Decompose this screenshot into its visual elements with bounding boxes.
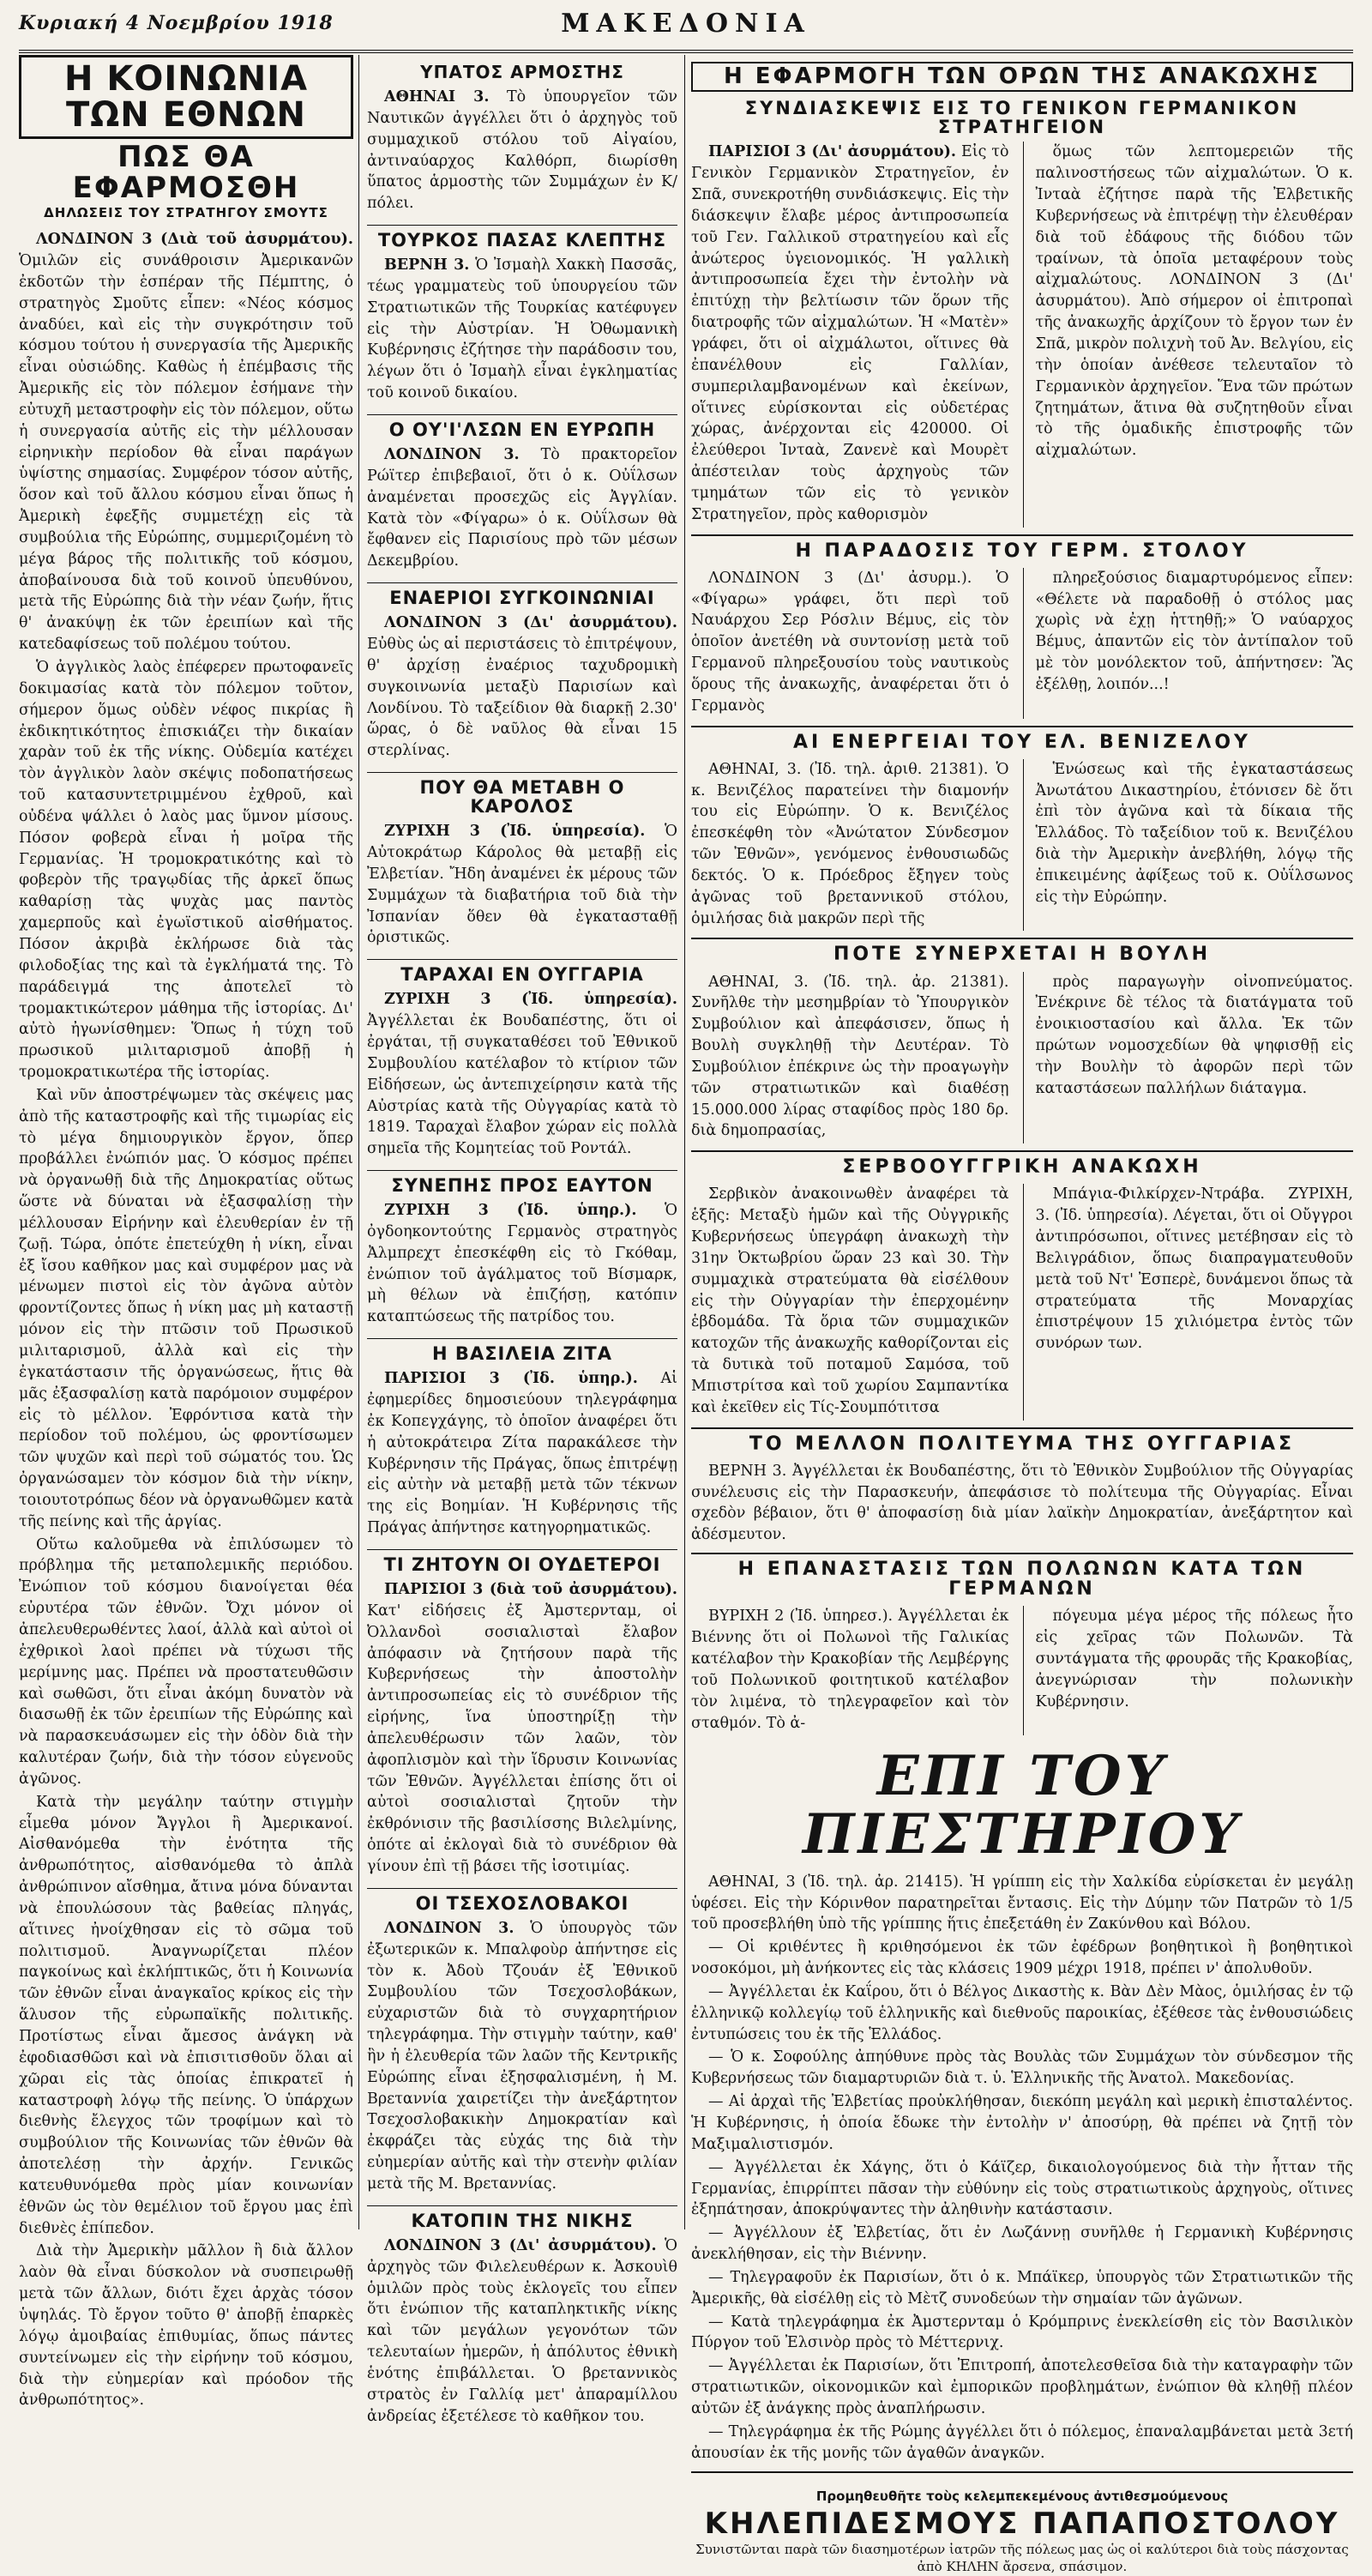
column-armistice <box>691 55 1353 2575</box>
ad-title: ΚΗΛΕΠΙΔΕΣΜΟΥΣ ΠΑΠΑΠΟΣΤΟΛΟΥ <box>704 2506 1340 2541</box>
article-title: Η ΒΑΣΙΛΕΙΑ ΖΙΤΑ <box>367 1338 677 1363</box>
article-text: ΛΟΝΔΙΝΟΝ 3 (Δι' ἀσυρμάτου). Ὁ ἀρχηγὸς τῶν Φιλελευθέρων κ. Ἀσκουὶθ ὁμιλῶν πρὸς τοὺς ἐκλογεῖς του εἶπεν ὅτι ἐνώπιον τῆς καταπληκτικῆς νίκης καὶ τῶν μεγάλων γεγονότων τῶν τελευταίων ἡμερῶν, ἡ ἀπόλυτος ἐθνικὴ ἑνότης ἐπιβάλλεται. Ὁ βρεταννικὸς στρατὸς ἐν Γαλλίᾳ μετ' ἀπαραμίλλου ἀνδρείας ἐξετέλεσε τὸ καθῆκον του. <box>367 2236 677 2425</box>
article <box>367 1549 677 1878</box>
article <box>367 582 677 762</box>
article-text: ΖΥΡΙΧΗ 3 (Ἰδ. ὑπηρεσία). Ὁ Αὐτοκράτωρ Κάρολος θὰ μεταβῇ εἰς Ἐλβετίαν. Ἤδη ἀναμένει ἐκ μέρους τῶν Συμμάχων τὰ διαβατήρια τοῦ διὰ τὴν Ἰσπανίαν ὅθεν θὰ ἐγκατασταθῇ ὁριστικῶς. <box>367 823 677 947</box>
serbo-hungarian-body <box>691 1184 1353 1420</box>
article <box>367 1338 677 1539</box>
dateline: ΠΑΡΙΣΙΟΙ 3 (διὰ τοῦ ἀσυρμάτου). <box>384 1580 677 1598</box>
article <box>367 63 677 214</box>
article-text: ΒΥΡΙΧΗ 2 (Ἰδ. ὑπηρεσ.). Ἀγγέλλεται ἐκ Βιέννης ὅτι οἱ Πολωνοὶ τῆς Γαλικίας κατέλαβον τὴν Κρακοβίαν τῆς Λεμβέργης τοῦ Πολωνικοῦ φοιτητικοῦ κατέλαβον τὸν λιμένα, τὸ τηλεγραφεῖον καὶ τὸν σταθμόν. Τὸ ἀ- <box>691 1608 1009 1732</box>
headline-how-applied: ΠΩΣ ΘΑ ΕΦΑΡΜΟΣΘΗ <box>72 140 300 205</box>
dateline: ΖΥΡΙΧΗ 3 (Ἰδ. ὑπηρεσία). <box>384 991 677 1009</box>
ad-tagline: Προμηθευθῆτε τοὺς κελεμπεκεμένους ἀντιθεσμούμενους <box>815 2488 1229 2504</box>
fleet-body <box>691 568 1353 719</box>
dateline: ΠΑΡΙΣΙΟΙ 3 (Ἰδ. ὑπηρ.). <box>384 1370 638 1388</box>
article-text: ΠΑΡΙΣΙΟΙ 3 (Ἰδ. ὑπηρ.). Αἱ ἐφημερίδες δημοσιεύουν τηλεγράφημα ἐκ Κοπεγχάγης, τὸ ὁποῖον ἀναφέρει ὅτι ἡ αὐτοκράτειρα Ζίτα παρακάλεσε τὴν Κυβέρνησιν τῆς Πράγας, ὅπως ἐπιτρέψῃ εἰς αὐτὴν νὰ μεταβῇ μετὰ τῶν τέκνων της εἰς Βοημίαν. Ἡ Κυβέρνησις τῆς Πράγας ἀπήντησε κατηγορηματικῶς. <box>367 1370 677 1537</box>
article <box>367 772 677 949</box>
issue-date: Κυριακή 4 Νοεμβρίου 1918 <box>19 12 334 34</box>
article-text: ΠΑΡΙΣΙΟΙ 3 (Δι' ἀσυρμάτου). Εἰς τὸ Γενικὸν Γερμανικὸν Στρατηγεῖον, ἐν Σπᾶ, συνεκροτήθη συνδιάσκεψις. Εἰς τὴν διάσκεψιν ἔλαβε μέρος ἀντιπροσωπεία τοῦ Γεν. Γαλλικοῦ στρατηγείου καὶ εἷς ἀνώτερος ὑγειονομικός. Ἡ γαλλικὴ ἀντιπροσωπεία ἔχει τὴν ἐντολὴν νὰ ἐπιτύχῃ τὴν βελτίωσιν τῶν ὅρων τῆς διατροφῆς τῶν αἰχμαλώτων. Ἡ «Ματὲν» γράφει, ὅτι οἱ αἰχμάλωτοι, οἵτινες θὰ ἐπανέλθουν εἰς Γαλλίαν, συμπεριλαμβανομένων καὶ ἐκείνων, οἵτινες εὑρίσκονται εἰς οὐδετέρας χώρας, ἀνέρχονται εἰς 420000. Οἱ ἐλεύθεροι Ἰνταὰ, Ζανενὲ καὶ Μουρὲτ ἀπέστειλαν τοὺς ἀρχηγοὺς τῶν τμημάτων τῶν εἰς τὸ γενικὸν Στρατηγεῖον, πρὸς καθορισμὸν <box>691 143 1009 523</box>
news-item: — Ἀγγέλλεται ἐκ Καΐρου, ὅτι ὁ Βέλγος Δικαστὴς κ. Βὰν Δὲν Μὰος, ὁμιλήσας ἐν τῷ ἐλληνικῷ κολλεγίῳ τοῦ ἑλληνικῆς καὶ διεθνοῦς παροικίας, ἐξέθεσε τὰς ἐνθουσιώδεις ἐντυπώσεις του ἐκ τῆς Ἑλλάδος. <box>691 1982 1353 2043</box>
newspaper-title: ΜΑΚΕΔΟΝΙΑ <box>561 9 811 39</box>
article-text: ΑΘΗΝΑΙ, 3. (Ἰδ. τηλ. ἀρ. 21381). Συνῆλθε τὴν μεσημβρίαν τὸ Ὑπουργικὸν Συμβούλιον καὶ ἀπεφάσισεν, ὅπως ἡ Βουλὴ συγκληθῇ τὴν Δευτέραν. Τὸ Συμβούλιον ἐπέκρινε ὡς τὴν προαγωγὴν τῶν στρατιωτικῶν καὶ διαθέσῃ 15.000.000 λίρας σταφίδος πρὸς 180 δρ. διὰ δημοπρασίας, <box>691 973 1009 1140</box>
article-text: ΛΟΝΔΙΝΟΝ 3. Τὸ πρακτορεῖον Ρώϊτερ ἐπιβεβαιοῖ, ὅτι ὁ κ. Οὐΐλσων ἀναμένεται προσεχῶς εἰς Ἀγγλίαν. Κατὰ τὸν «Φίγαρω» ὁ κ. Οὐΐλσων θὰ ἔφθανεν εἰς Παρισίους πρὸ τῶν μέσων Δεκεμβρίου. <box>367 446 677 570</box>
article-title: ΠΟΥ ΘΑ ΜΕΤΑΒΗ Ο ΚΑΡΟΛΟΣ <box>367 772 677 816</box>
dateline: ΛΟΝΔΙΝΟΝ 3. <box>384 446 520 464</box>
hungary-headline: ΤΟ ΜΕΛΛΟΝ ΠΟΛΙΤΕΥΜΑ ΤΗΣ ΟΥΓΓΑΡΙΑΣ <box>691 1427 1353 1454</box>
article-text: ΒΕΡΝΗ 3. Ὁ Ἰσμαὴλ Χακκὴ Πασσᾶς, τέως γραμματεὺς τοῦ ὑπουργείου τῶν Στρατιωτικῶν τῆς Τουρκίας κατέφυγεν εἰς τὴν Αὐστρίαν. Ἡ Ὀθωμανικὴ Κυβέρνησις ἐζήτησε τὴν παράδοσιν του, λέγων ὅτι ὁ Ἰσμαὴλ εἶναι ἐγκληματίας τοῦ κοινοῦ δικαίου. <box>367 256 677 402</box>
article-title: ΣΥΝΕΠΗΣ ΠΡΟΣ ΕΑΥΤΟΝ <box>367 1170 677 1195</box>
column-rule <box>684 55 685 2229</box>
article-title: ΤΑΡΑΧΑΙ ΕΝ ΟΥΓΓΑΡΙΑ <box>367 959 677 984</box>
dateline: ΛΟΝΔΙΝΟΝ 3 (Δι' ἀσυρμάτου). <box>384 614 677 632</box>
advertisement <box>691 2471 1353 2576</box>
news-item: — Αἱ ἀρχαὶ τῆς Ἐλβετίας προὐκλήθησαν, διεκόπη μεγάλη καὶ μερικὴ ἐπισταλέντος. Ἡ Κυβέρνησις, ἡ ὁποία ἔδωκε τὴν ἐντολὴν ν' ἀποσύρῃ, θὰ πρέπει νὰ ζητῇ τὸν Μαξιμαλιστισμόν. <box>691 2093 1353 2153</box>
news-item: — Ἀγγέλλουν ἐξ Ἐλβετίας, ὅτι ἐν Λωζάννῃ συνῆλθε ἡ Γερμανικὴ Κυβέρνησις ἀνεκλήθησαν, εἰς τὴν Βιέννην. <box>691 2224 1353 2264</box>
news-item: — Τηλεγραφοῦν ἐκ Παρισίων, ὅτι ὁ κ. Μπάϊκερ, ὑπουργὸς τῶν Στρατιωτικῶν τῆς Ἀμερικῆς, θὰ εἰσέλθῃ εἰς τὸ Μὲτζ συνοδεύων τὴν σημαίαν τῶν ἀγῶνων. <box>691 2268 1353 2308</box>
dateline: ΛΟΝΔΙΝΟΝ 3 (Δι' ἀσυρμάτου). <box>384 2236 657 2254</box>
article <box>367 1170 677 1328</box>
poles-body <box>691 1606 1353 1735</box>
subhead-smuts: ΔΗΛΩΣΕΙΣ ΤΟΥ ΣΤΡΑΤΗΓΟΥ ΣΜΟΥΤΣ <box>44 205 328 221</box>
article <box>367 225 677 404</box>
article <box>367 1888 677 2195</box>
press-headline: ΕΠΙ ΤΟΥ ΠΙΕΣΤΗΡΙΟΥ <box>802 1744 1243 1867</box>
article-text: Μπάγια-Φιλκίρχεν-Ντράβα. ΖΥΡΙΧΗ, 3. (Ἰδ. ὑπηρεσία). Λέγεται, ὅτι οἱ Οὔγγροι ἀντιπρόσωποι, οἵτινες μετέβησαν εἰς τὸ Βελιγράδιον, ὅπως διαπραγματευθοῦν μετὰ τοῦ Ντ' Ἐσπερὲ, δυνάμενοι ὅπως τὰ στρατεύματα τῆς Μοναρχίας ἐπιστρέψουν 15 χιλιόμετρα ἐντὸς τῶν συνόρων των. <box>1035 1185 1353 1353</box>
article-text: ΠΑΡΙΣΙΟΙ 3 (διὰ τοῦ ἀσυρμάτου). Κατ' εἰδήσεις ἐξ Ἀμστερνταμ, οἱ Ὀλλανδοὶ σοσιαλισταὶ ἔλαβον ἀπόφασιν νὰ ζητήσουν παρὰ τῆς Κυβερνήσεως τὴν ἀποστολὴν ἀντιπροσωπείας εἰς τὸ συνέδριον τῆς εἰρήνης, ἵνα ὑποστηρίξῃ τὴν ἀπελευθέρωσιν τῶν λαῶν, τὸν ἀφοπλισμὸν καὶ τὴν ἵδρυσιν Κοινωνίας τῶν Ἐθνῶν. Ἀγγέλλεται ἐπίσης ὅτι οἱ αὐτοὶ σοσιαλισταὶ ζητοῦν τὴν ἐκθρόνισιν τῆς βασιλίσσης Βιλελμίνης, ὁπότε αἱ ἐκλογαὶ διὰ τὸ συνέδριον θὰ γίνουν ἐπὶ τῇ βάσει τῆς ἰσοτιμίας. <box>367 1580 677 1875</box>
article-text: πρὸς παραγωγὴν οἰνοπνεύματος. Ἐνέκρινε δὲ τέλος τὰ διατάγματα τοῦ ἐνοικιοστασίου καὶ ἄλλα. Ἐκ τῶν πρώτων νομοσχεδίων θὰ ψηφισθῇ εἰς τὴν Βουλὴν τὸ ἀφορῶν περὶ τῶν καταστάσεων παλλήλων διάταγμα. <box>1035 973 1353 1097</box>
article-text: Σερβικὸν ἀνακοινωθὲν ἀναφέρει τὰ ἑξῆς: Μεταξὺ ἡμῶν καὶ τῆς Οὐγγρικῆς Κυβερνήσεως ὑπεγράφη ἀνακωχὴ τὴν 31ην Ὀκτωβρίου ὥραν 23 καὶ 30. Τὴν συμμαχικὰ στρατεύματα θὰ εἰσέλθουν εἰς τὴν Οὐγγαρίαν τὴν ἐπερχομένην ἑβδομάδα. Τὰ ὅρια τῶν συμμαχικῶν κατοχῶν τῆς ἀνακωχῆς καθορίζονται εἰς τὰ δυτικὰ τοῦ ποταμοῦ Σαμόσα, τοῦ Μπιστρίτσα καὶ τοῦ χωρίου Σαμπαντίκα καὶ ἐκεῖθεν εἰς Τίς-Σουμπότιτσα <box>691 1185 1009 1416</box>
article <box>367 414 677 572</box>
serbo-hungarian-headline: ΣΕΡΒΟΟΥΓΓΡΙΚΗ ΑΝΑΚΩΧΗ <box>691 1150 1353 1177</box>
article-title: Ο ΟΥ'Ι'ΛΣΩΝ ΕΝ ΕΥΡΩΠΗ <box>367 414 677 439</box>
article-text: πόγευμα μέγα μέρος τῆς πόλεως ἦτο εἰς χεῖρας τῶν Πολωνῶν. Τὰ συντάγματα τῆς φρουρᾶς τῆς Κρακοβίας, ἀνεγνώρισαν τὴν πολωνικὴν Κυβέρνησιν. <box>1035 1608 1353 1710</box>
article-title: ΤΙ ΖΗΤΟΥΝ ΟΙ ΟΥΔΕΤΕΡΟΙ <box>367 1549 677 1574</box>
dateline: ΒΕΡΝΗ 3. <box>384 256 470 274</box>
article-text: Ἑνώσεως καὶ τῆς ἐγκαταστάσεως Ἀνωτάτου Δικαστηρίου, ἐτόνισεν δὲ ὅτι ἐπὶ τὸν ἀγῶνα καὶ τὰ δίκαια τῆς Ἑλλάδος. Τὸ ταξείδιον τοῦ κ. Βενιζέλου διὰ τὴν Ἀμερικὴν ἀνεβλήθη, λόγῳ τῆς ἐπικειμένης ἀφίξεως τοῦ κ. Οὐΐλσωνος εἰς τὴν Εὐρώπην. <box>1035 760 1353 906</box>
press-section <box>691 1872 1353 2464</box>
dateline: ΖΥΡΙΧΗ 3 (Ἰδ. ὑπηρεσία). <box>384 823 646 841</box>
article-text: ΑΘΗΝΑΙ 3. Τὸ ὑπουργεῖον τῶν Ναυτικῶν ἀγγέλλει ὅτι ὁ ἀρχηγὸς τοῦ συμμαχικοῦ στόλου τοῦ Αἰγαίου, ἀντιναύαρχος Καλθόρπ, διωρίσθη ὕπατος ἁρμοστὴς τῶν Συμμάχων ἐν Κ/πόλει. <box>367 88 677 213</box>
article-text: ΖΥΡΙΧΗ 3 (Ἰδ. ὑπηρ.). Ὁ ὀγδοηκοντούτης Γερμανὸς στρατηγὸς Ἀλμπρεχτ ἐπεσκέφθη εἰς τὸ Γκόθαμ, ἐνώπιον τοῦ ἀγάλματος τοῦ Βίσμαρκ, μὴ θέλων νὰ ἐπιζήσῃ, κατόπιν καταπτώσεως τῆς πατρίδος του. <box>367 1202 677 1326</box>
venizelos-headline: ΑΙ ΕΝΕΡΓΕΙΑΙ ΤΟΥ ΕΛ. ΒΕΝΙΖΕΛΟΥ <box>691 726 1353 752</box>
article-text: ΒΕΡΝΗ 3. Ἀγγέλλεται ἐκ Βουδαπέστης, ὅτι τὸ Ἐθνικὸν Συμβούλιον τῆς Οὐγγαρίας συνέλευσις εἰς τὴν Παρασκευήν, ἀπεφάσισε τὸ πολίτευμα τῆς Οὐγγαρίας. Εἶναι σχεδὸν βέβαιον, ὅτι θ' ἀποφασίσῃ διὰ μίαν λαϊκὴν Δημοκρατίαν, ἀνεξάρτητον καὶ ἀδέσμευτον. <box>691 1462 1353 1544</box>
dateline: ΑΘΗΝΑΙ 3. <box>384 88 490 106</box>
article-paragraph: ΛΟΝΔΙΝΟΝ 3 (Διὰ τοῦ ἀσυρμάτου). Ὁμιλῶν εἰς συνάθροισιν Ἀμερικανῶν ἐκδοτῶν τὴν ἑσπέραν τῆς Πέμπτης, ὁ στρατηγὸς Σμοῦτς εἶπεν: «Νέος κόσμος ἀναδύει, καὶ εἰς τὴν συγκρότησιν τοῦ κόσμου τούτου ἡ συνεργασία τῆς Ἀμερικῆς εἶναι οὐσιώδης. Καθὼς ἡ ἐπέμβασις τῆς Ἀμερικῆς εἰς τὸν πόλεμον ἐσήμανε τὴν εὐτυχῆ μεταστροφὴν εἰς τὸν πόλεμον, οὕτω ἡ συνεργασία αὐτῆς εἰς τὴν μέλλουσαν εἰρηνικὴν περίοδον θὰ εἶναι παράγων ὑψίστης σημασίας. Συμφέρον τόσον αὐτῆς, ὅσον καὶ τοῦ ἄλλου κόσμου εἶναι ὅπως ἡ Ἀμερικὴ ἐφεξῆς συμμετέχῃ εἰς τὰ συμβούλια τῆς Εὐρώπης, συμμεριζομένη τὸ μέγα βάρος τῆς πολιτικῆς τοῦ κόσμου, ἀποβαίνουσα διὰ τοῦ κοινοῦ ὑπευθύνου, μετὰ τῆς Εὐρώπης διὰ τὴν νέαν ζωήν, ἥτις θ' ἀνακύψῃ ἐκ τῶν ἐρειπίων καὶ τῆς κατεδαφίσεως τοῦ πολέμου τούτου. <box>19 231 353 654</box>
article-paragraph: Ὁ ἀγγλικὸς λαὸς ἐπέφερεν πρωτοφανεῖς δοκιμασίας κατὰ τὸν πόλεμον τοῦτον, σήμερον ὅμως οὐδὲν νέφος πικρίας ἢ ἐκδικητικότητος ἐπισκιάζει τὴν δικαίαν χαρὰν τοῦ ἐκ τῆς νίκης. Οὐδεμία κατέχει τὸν ἀγγλικὸν λαὸν σκέψις ποδοπατήσεως τοῦ κατασυντετριμμένου ἐχθροῦ, καὶ οὐδένα ψάλλει ὁ λαὸς μας ὕμνον μίσους. Πόσον φοβερὰ εἶναι ἡ μοῖρα τῆς Γερμανίας. Ἡ τρομοκρατικότης καὶ τὸ φοβερὸν τῆς τραγῳδίας τῆς ἀρκεῖ ὅπως καθαρίσῃ τὰς ψυχὰς μας παντὸς χαμερποῦς καὶ ἐγωϊστικοῦ αἰσθήματος. Πόσον ἀκριβὰ ἐκλήρωσε διὰ τὰς φιλοδοξίας της καὶ τὰ ἐγκλήματά της. Τὸ παράδειγμά της ἀποτελεῖ τὸ τρομακτικώτερον μάθημα τῆς ἱστορίας. Δι' αὐτὸ ἠγωνίσθημεν: Ὅπως ἡ τύχη τοῦ πρωσικοῦ μιλιταρισμοῦ ἀποβῇ ἡ τρομοκρατικωτέρα τῆς ἱστορίας. <box>19 659 353 1082</box>
dateline: ΖΥΡΙΧΗ 3 (Ἰδ. ὑπηρ.). <box>384 1202 637 1220</box>
dateline: ΛΟΝΔΙΝΟΝ 3 (Διὰ τοῦ ἀσυρμάτου). <box>36 231 353 249</box>
masthead <box>19 5 1353 53</box>
headline-league: Η ΚΟΙΝΩΝΙΑ ΤΩΝ ΕΘΝΩΝ <box>19 55 353 139</box>
lead-body <box>691 142 1353 527</box>
news-item: — Κατὰ τηλεγράφημα ἐκ Ἀμστερνταμ ὁ Κρόμπρινς ἐνεκλείσθη εἰς τὸν Βασιλικὸν Πύργον τοῦ Ἐλσινὸρ πρὸς τὸ Μέττερνιχ. <box>691 2313 1353 2352</box>
lead-subheadline: ΣΥΝΔΙΑΣΚΕΨΙΣ ΕΙΣ ΤΟ ΓΕΝΙΚΟΝ ΓΕΡΜΑΝΙΚΟΝ ΣΤΡΑΤΗΓΕΙΟΝ <box>744 98 1300 138</box>
article-text: ΖΥΡΙΧΗ 3 (Ἰδ. ὑπηρεσία). Ἀγγέλλεται ἐκ Βουδαπέστης, ὅτι οἱ ἐργάται, τῇ συγκαταθέσει τοῦ Ἐθνικοῦ Συμβουλίου κατέλαβον τὸ κτίριον τῶν Εἰδήσεων, ὡς ἀντεπιχείρησιν κατὰ τῆς Αὐστρίας κατὰ τῆς Οὐγγαρίας κατὰ τὸ 1819. Ταραχαὶ ἔλαβον χώραν εἰς πολλὰ σημεῖα τῆς Κομητείας τοῦ Ροντάλ. <box>367 991 677 1158</box>
article-paragraph: Οὕτω καλοῦμεθα νὰ ἐπιλύσωμεν τὸ πρόβλημα τῆς μεταπολεμικῆς περιόδου. Ἐνώπιον τοῦ κόσμου διανοίγεται θέα εὐρυτέρα τῶν ἐθνῶν. Ὄχι μόνον οἱ ἀπελευθερωθέντες λαοί, ἀλλὰ καὶ αὐτοὶ οἱ ἐχθρικοὶ λαοὶ πρέπει νὰ τύχωσι τῆς μερίμνης μας. Πρέπει νὰ προστατευθῶσιν καὶ σωθῶσι, ὅτι εἶναι ἀκόμη δυνατὸν νὰ διασωθῇ ἐκ τῶν ἐρειπίων τῆς Εὐρώπης καὶ νὰ παρασκευάσωμεν εἰς τὴν ὁδὸν διὰ τὴν καλυτέραν ζωήν, διὰ τὴν τόσον εὐγενοῦς ἀγῶνος. <box>19 1535 353 1788</box>
ad-text: Συνιστῶνται παρὰ τῶν διασημοτέρων ἰατρῶν τῆς πόλεως μας ὡς οἱ καλύτεροι διὰ τοὺς πάσχοντας ἀπὸ ΚΗΛΗΝ ἄρσενα, σπάσιμον. <box>695 2542 1349 2575</box>
column-rule <box>358 55 359 2229</box>
news-item: — Ἀγγέλλεται ἐκ Χάγης, ὅτι ὁ Κάϊζερ, δικαιολογούμενος διὰ τὴν ἦτταν τῆς Γερμανίας, ἐπιρρίπτει πᾶσαν τὴν εὐθύνην εἰς τοὺς στρατιωτικοὺς ἀρχηγοὺς, οἵτινες ἐξηπάτησαν, ἀποκρύψαντες τὴν ἀληθινὴν κατάστασιν. <box>691 2158 1353 2219</box>
news-item: — Οἱ κριθέντες ἢ κριθησόμενοι ἐκ τῶν ἐφέδρων βοηθητικοὶ ἢ βοηθητικοὶ νοσοκόμοι, μὴ ἀνήκοντες εἰς τὰς κλάσεις 1909 μέχρι 1918, πρέπει ν' ἀπολυθοῦν. <box>691 1939 1353 1978</box>
parliament-body <box>691 972 1353 1144</box>
lead-headline: Η ΕΦΑΡΜΟΓΗ ΤΩΝ ΟΡΩΝ ΤΗΣ ΑΝΑΚΩΧΗΣ <box>691 62 1353 92</box>
article-paragraph: Διὰ τὴν Ἀμερικὴν μᾶλλον ἢ διὰ ἄλλον λαὸν θὰ εἶναι δύσκολον νὰ συσπειρωθῇ μετὰ τῶν ἄλλων, διότι ἔχει ἀρχὰς τόσον ὑψηλάς. Τὸ ἔργον τοῦτο θ' ἀποβῇ ἐπαρκὲς λόγῳ ἀμοιβαίας ἐπιθυμίας, ὅπως πάντες συντείνωμεν εἰς τὴν εἰρήνην τοῦ κόσμου, διὰ τὴν εὐημερίαν καὶ πρόοδον τῆς ἀνθρωπότητος». <box>19 2242 353 2410</box>
article-title: ΥΠΑΤΟΣ ΑΡΜΟΣΤΗΣ <box>420 62 624 82</box>
news-item: ΑΘΗΝΑΙ, 3 (Ἰδ. τηλ. ἀρ. 21415). Ἡ γρίππη εἰς τὴν Χαλκίδα εὑρίσκεται ἐν μεγάλῃ ὑφέσει. Εἰς τὴν Κόρινθον παρατηρεῖται ἔντασις. Εἰς τὴν Δύμην τῶν Πατρῶν τὸ 1/5 τοῦ προσεβλήθη ὑπὸ τῆς γρίππης ἥτις ἐπεξετάθη ἐν Ζακύνθου καὶ Βόλου. <box>691 1873 1353 1934</box>
article-text: ὅμως τῶν λεπτομερειῶν τῆς παλινοστήσεως τῶν αἰχμαλώτων. Ὁ κ. Ἰνταὰ ἐζήτησε παρὰ τῆς Ἐλβετικῆς Κυβερνήσεως νὰ ἐπιτρέψῃ τὴν ἐλευθέραν διὰ τοῦ ἐδάφους τῆς διόδου τῶν τραίνων, τὰ ὁποῖα μεταφέρουν τοὺς αἰχμαλώτους. ΛΟΝΔΙΝΟΝ 3 (Δι' ἀσυρμάτου). Ἀπὸ σήμερον οἱ ἐπιτροπαὶ τῆς ἀνακωχῆς ἀρχίζουν τὸ ἔργον των ἐν Σπᾶ, μικρὸν πολιχνὴ τοῦ Ἀν. Βελγίου, εἰς τὴν ὁποίαν ἀνέθεσε τελευταῖον τὸ Γερμανικὸν ἀρχηγεῖον. Ἕνα τῶν πρώτων ζητημάτων, ἅτινα θὰ συζητηθοῦν εἶναι τὸ τῆς ὁμαδικῆς ἐπιστροφῆς τῶν αἰχμαλώτων. <box>1035 143 1353 460</box>
article-text: πληρεξούσιος διαμαρτυρόμενος εἶπεν: «Θέλετε νὰ παραδοθῇ ὁ στόλος μας χωρὶς νὰ ἐχῃ ἡττηθῇ;» Ὁ ναύαρχος Βέμυς, ἀπαντῶν εἰς τὸν ἀντίπαλον τοῦ μὲ τὸν μονόλεκτον τοῦ, ἀπήντησεν: Ἂς ἐξέλθῃ, λοιπόν...! <box>1035 569 1353 693</box>
news-item: — Ἀγγέλλεται ἐκ Παρισίων, ὅτι Ἐπιτροπή, ἀποτελεσθεῖσα διὰ τὴν καταγραφὴν τῶν στρατιωτικῶν, οἰκονομικῶν καὶ ἐμπορικῶν προβλημάτων, ἐνώπιον θὰ κληθῇ πλέον αὐτῶν ἐξ ἀνάγκης πρὸς ἀναπλήρωσιν. <box>691 2357 1353 2417</box>
news-item: — Τηλεγράφημα ἐκ τῆς Ρώμης ἀγγέλλει ὅτι ὁ πόλεμος, ἐπαναλαμβάνεται μετὰ 3ετή ἀπουσίαν ἐκ τῆς μονῆς τῶν ἀγαθῶν ἀναγκῶν. <box>691 2422 1353 2462</box>
article-text: ΑΘΗΝΑΙ, 3. (Ἰδ. τηλ. ἀριθ. 21381). Ὁ κ. Βενιζέλος παρατείνει τὴν διαμονήν του εἰς Εὐρώπην. Ὁ κ. Βενιζέλος ἐπεσκέφθη τὸν «Ἀνώτατον Σύνδεσμον τῶν Ἐθνῶν», γενόμενος ἐνθουσιωδῶς δεκτός. Ὁ κ. Πρόεδρος ἔξηγεν τοὺς ἀγῶνας τοῦ βρεταννικοῦ στόλου, ὁμιλήσας διὰ μακρῶν περὶ τῆς <box>691 760 1009 927</box>
article-title: ΚΑΤΟΠΙΝ ΤΗΣ ΝΙΚΗΣ <box>367 2205 677 2230</box>
article-title: ΕΝΑΕΡΙΟΙ ΣΥΓΚΟΙΝΩΝΙΑΙ <box>367 582 677 607</box>
article-text: ΛΟΝΔΙΝΟΝ 3 (Δι' ἀσυρμάτου). Εὐθὺς ὡς αἱ περιστάσεις τὸ ἐπιτρέψουν, θ' ἀρχίσῃ ἐναέριος ταχυδρομικὴ συγκοινωνία μεταξὺ Παρισίων καὶ Λονδίνου. Τὸ ταξείδιον θὰ διαρκῇ 2.30' ὥρας, ὁ δὲ ναῦλος θὰ εἶναι 15 στερλίνας. <box>367 614 677 760</box>
article-title: ΟΙ ΤΣΕΧΟΣΛΟΒΑΚΟΙ <box>367 1888 677 1913</box>
parliament-headline: ΠΟΤΕ ΣΥΝΕΡΧΕΤΑΙ Η ΒΟΥΛΗ <box>691 938 1353 964</box>
article <box>367 959 677 1160</box>
article-title: ΤΟΥΡΚΟΣ ΠΑΣΑΣ ΚΛΕΠΤΗΣ <box>367 225 677 250</box>
column-league-of-nations <box>19 55 353 2410</box>
poles-headline: Η ΕΠΑΝΑΣΤΑΣΙΣ ΤΩΝ ΠΟΛΩΝΩΝ ΚΑΤΑ ΤΩΝ ΓΕΡΜΑΝΩΝ <box>691 1553 1353 1599</box>
article-paragraph: Κατὰ τὴν μεγάλην ταύτην στιγμὴν εἶμεθα μόνον Ἄγγλοι ἢ Ἀμερικανοί. Αἰσθανόμεθα τὴν ἐνότητα τῆς ἀνθρωπότητος, αἰσθανόμεθα τὸ ἀπλὰ ἀνθρώπινον αἴσθημα, ἄτινα μόνα δύνανται νὰ ἐπουλώσουν τὰς βαθείας πληγάς, αἵτινες ἠνοίχθησαν εἰς τὸ σῶμα τοῦ πολιτισμοῦ. Ἀναγνωρίζεται πλέον παγκοίνως καὶ ἐκλήπτικῶς, ὅτι ἡ Κοινωνία τῶν ἐθνῶν εἶναι ἀναγκαῖος κρίκος εἰς τὴν ἅλυσον τῆς εὐρωπαϊκῆς πολιτικῆς. Προτίστως εἶναι ἄμεσος ἀνάγκη νὰ ἐφοδιασθῶσι καὶ νὰ ἐπισιτισθοῦν ὅλαι αἱ χῶραι εἰς τὰς ὁποίας ἐπικρατεῖ ἡ καταστροφὴ λόγῳ τῆς πείνης. Ὁ ὑπάρχων διεθνὴς ἔλεγχος τῶν τροφίμων καὶ τὸ συμβούλιον τῆς Κοινωνίας τῶν ἐθνῶν θὰ ἀποτελέσῃ τὴν ἀρχήν. Γενικῶς κατευθυνόμεθα πρὸς μίαν κοινωνίαν ἐθνῶν ὡς τὸν θεμέλιον τοῦ ἔργου μας ἐπὶ διεθνὲς ἐπίπεδον. <box>19 1793 353 2237</box>
column-telegrams <box>367 55 677 2425</box>
article-text: ΛΟΝΔΙΝΟΝ 3. Ὁ ὑπουργὸς τῶν ἐξωτερικῶν κ. Μπαλφοὺρ ἀπήντησε εἰς τὸν κ. Ἀδοὺ Τζουάν ἐξ Ἐθνικοῦ Συμβουλίου τῶν Τσεχοσλοβάκων, εὐχαριστῶν διὰ τὸ συγχαρητήριον τηλεγράφημα. Τὴν στιγμὴν ταύτην, καθ' ἣν ἡ ἐλευθερία τῶν λαῶν τῆς Κεντρικῆς Εὐρώπης εἶναι ἐξησφαλισμένη, ἡ Μ. Βρεταννία χαιρετίζει τὴν ἀνεξάρτητον Τσεχοσλοβακικὴν Δημοκρατίαν καὶ ἐκφράζει τὰς εὐχάς της διὰ τὴν εὐημερίαν αὐτῆς καὶ τὴν στενὴν φιλίαν μετὰ τῆς Μ. Βρεταννίας. <box>367 1919 677 2193</box>
article <box>367 2205 677 2428</box>
article-text: ΛΟΝΔΙΝΟΝ 3 (Δι' ἀσυρμ.). Ὁ «Φίγαρω» γράφει, ὅτι περὶ τοῦ Ναυάρχου Σερ Ρόσλιν Βέμυς, εἰς τὸν ὁποῖον ἀνετέθη νὰ συντονίσῃ μετὰ τοῦ Γερμανοῦ πληρεξουσίου τοὺς ναυτικοὺς ὅρους τῆς ἀνακωχῆς, ἀναφέρεται ὅτι ὁ Γερμανὸς <box>691 569 1009 715</box>
venizelos-body <box>691 759 1353 932</box>
dateline: ΛΟΝΔΙΝΟΝ 3. <box>384 1919 514 1937</box>
fleet-headline: Η ΠΑΡΑΔΟΣΙΣ ΤΟΥ ΓΕΡΜ. ΣΤΟΛΟΥ <box>691 534 1353 561</box>
article-paragraph: Καὶ νῦν ἀποστρέψωμεν τὰς σκέψεις μας ἀπὸ τῆς καταστροφῆς καὶ τῆς τιμωρίας εἰς τὸ μέγα δημιουργικὸν ἔργον, ὅπερ προβάλλει ἐνώπιόν μας. Ὁ κόσμος πρέπει νὰ ὀργανωθῇ διὰ τῆς Δημοκρατίας οὕτως ὥστε νὰ δύναται νὰ ἐξασφαλίσῃ τὴν μέλλουσαν Εἰρήνην καὶ ἐλευθερίαν ἐν τῇ ζωῇ. Τώρα, ὁπότε ἐπετεύχθη ἡ νίκη, εἶναι ἐξ ἴσου καθῆκον μας καὶ συμφέρον μας νὰ μένωμεν πιστοὶ εἰς τὸν ἀγῶνα αὐτὸν φροντίζοντες ὅπως ἡ νίκη μας μὴ καταστῇ μόνον εἰς τὴν πτῶσιν τοῦ Πρωσικοῦ μιλιταρισμοῦ, ἀλλὰ καὶ εἰς τὴν ἐγκατάστασιν τῆς ὀργανώσεως, ἥτις θὰ μᾶς ἐξασφαλίσῃ κατὰ παρόμοιον συμφέρον εἰς τὸ μέλλον. Ἐφρόντισα κατὰ τὴν περίοδον τοῦ πολέμου, ὡς φροντίσωμεν τῶν ψυχῶν καὶ περὶ τοῦ σώματός του. Ὡς ὀργανώσαμεν τὸν κόσμον διὰ τὴν νίκην, τοιουτοτρόπως δέον νὰ ὀργανωθῶμεν κατὰ τῆς πείνης καὶ τῆς ἀργίας. <box>19 1086 353 1530</box>
news-item: — Ὁ κ. Σοφούλης ἀπηύθυνε πρὸς τὰς Βουλὰς τῶν Συμμάχων τὸν σύνδεσμον τῆς Κυβερνήσεως τῶν διαμαρτυριῶν διὰ τ. ὑ. Ἑλληνικῆς τῆς Ἀνατολ. Μακεδονίας. <box>691 2048 1353 2088</box>
